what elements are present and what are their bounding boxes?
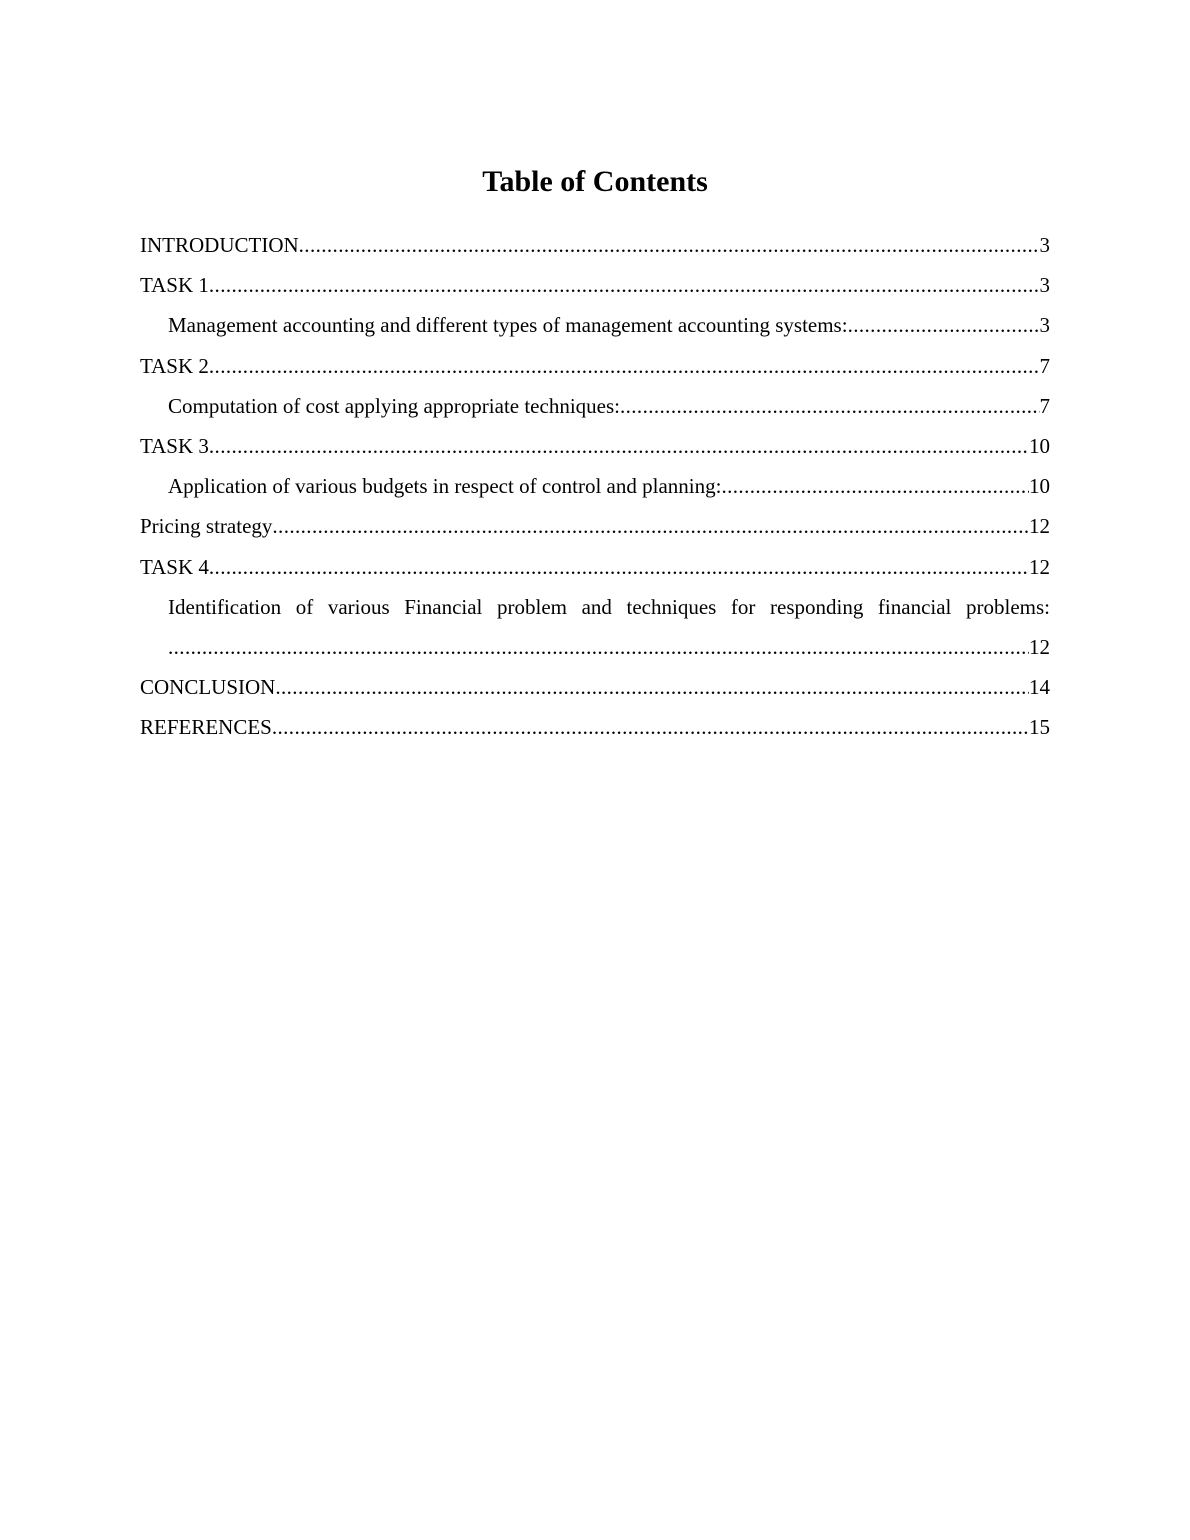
toc-entry-task-2[interactable] <box>140 346 1050 386</box>
toc-entry-references[interactable] <box>140 707 1050 747</box>
toc-page-number: 12 <box>1029 634 1050 659</box>
toc-page-number: 7 <box>1039 353 1050 378</box>
toc-dot-leader <box>299 225 1040 265</box>
toc-entry-label: Pricing strategy <box>140 514 273 539</box>
toc-entry-label: REFERENCES <box>140 715 272 740</box>
toc-page-number: 7 <box>1039 393 1050 418</box>
toc-dot-leader <box>209 426 1029 466</box>
toc-dot-leader <box>620 386 1040 426</box>
toc-page-number: 12 <box>1029 514 1050 539</box>
toc-entry-continuation <box>168 627 1050 667</box>
toc-entry-label: TASK 1 <box>140 273 209 298</box>
toc-entry-label: Management accounting and different types of management accounting systems: <box>168 313 848 338</box>
toc-page-number: 10 <box>1029 433 1050 458</box>
toc-entry-task-3[interactable] <box>140 426 1050 466</box>
toc-page-number: 10 <box>1029 474 1050 499</box>
toc-entry-task-1[interactable] <box>140 265 1050 305</box>
toc-entry-label: INTRODUCTION <box>140 233 299 257</box>
toc-page-number: 3 <box>1039 233 1050 257</box>
toc-entry-conclusion[interactable] <box>140 667 1050 707</box>
toc-entry-introduction[interactable] <box>140 225 1050 265</box>
toc-dot-leader <box>209 547 1029 587</box>
toc-dot-leader <box>721 466 1029 506</box>
toc-dot-leader <box>209 265 1040 305</box>
toc-entry-label: Computation of cost applying appropriate techniques: <box>168 393 620 418</box>
toc-entry-task-4[interactable] <box>140 547 1050 587</box>
toc-entry-label: CONCLUSION <box>140 675 276 700</box>
toc-page-number: 12 <box>1029 554 1050 579</box>
toc-entry-label: TASK 2 <box>140 353 209 378</box>
toc-entry-management-accounting[interactable] <box>140 305 1050 345</box>
toc-list <box>140 225 1050 747</box>
toc-entry-computation-of-cost[interactable] <box>140 386 1050 426</box>
toc-entry-label: TASK 4 <box>140 554 209 579</box>
toc-entry-label: Application of various budgets in respect of control and planning: <box>168 474 722 499</box>
toc-dot-leader <box>848 305 1040 345</box>
toc-dot-leader <box>272 707 1029 747</box>
toc-page-number: 3 <box>1039 313 1050 338</box>
toc-page-number: 15 <box>1029 715 1050 740</box>
toc-title: Table of Contents <box>482 165 708 198</box>
toc-entry-label: Identification of various Financial problem and techniques for responding financial problems: <box>168 594 1050 619</box>
toc-entry-financial-problems[interactable] <box>140 587 1050 667</box>
toc-dot-leader <box>272 506 1029 546</box>
toc-dot-leader <box>168 627 1029 667</box>
toc-dot-leader <box>209 346 1040 386</box>
toc-page-number: 3 <box>1039 273 1050 298</box>
toc-entry-pricing-strategy[interactable] <box>140 506 1050 546</box>
toc-dot-leader <box>275 667 1029 707</box>
toc-page-number: 14 <box>1029 675 1050 700</box>
toc-entry-label: TASK 3 <box>140 433 209 458</box>
toc-entry-application-of-budgets[interactable] <box>140 466 1050 506</box>
